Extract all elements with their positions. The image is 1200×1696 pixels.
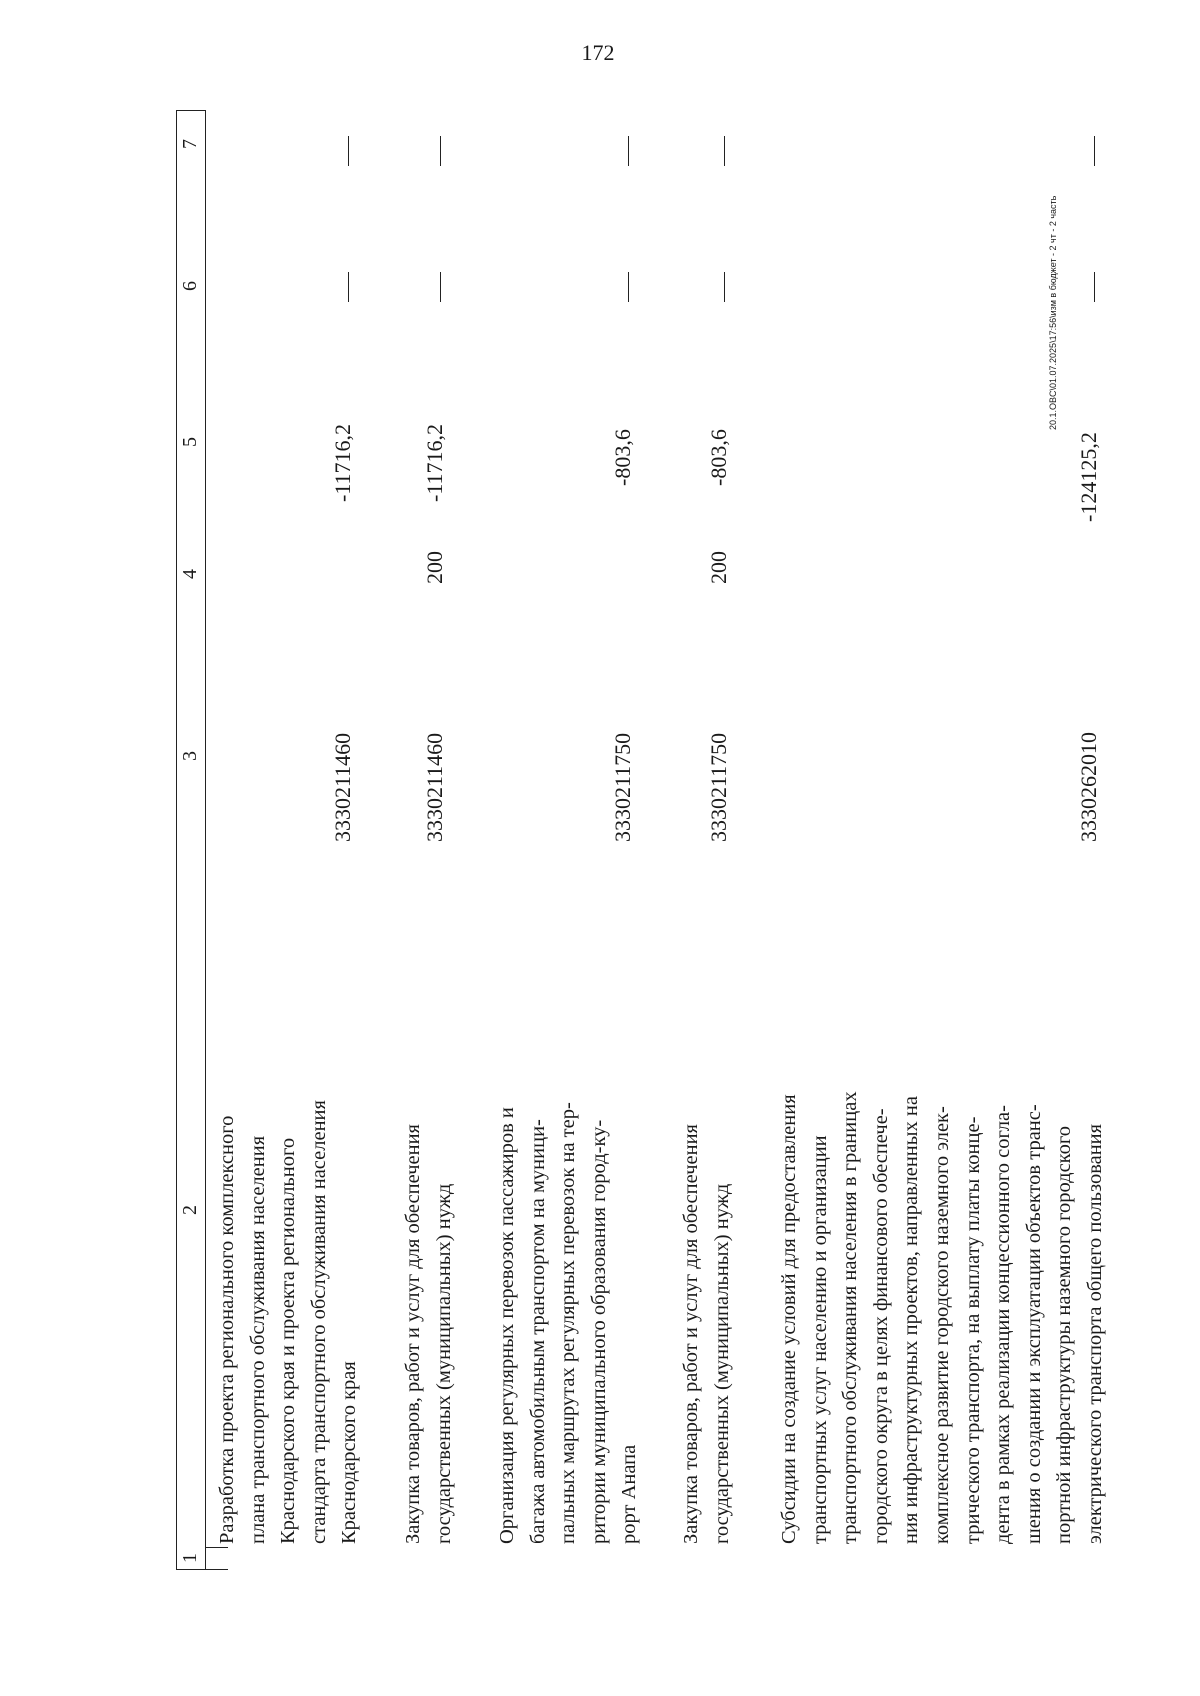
header-col-2: 2: [179, 1205, 201, 1215]
text-line: трического транспорта, на выплату платы конце-: [961, 1116, 984, 1544]
text-line: Закупка товаров, работ и услуг для обеспечения: [680, 1124, 702, 1544]
header-col-7: 7: [179, 139, 201, 149]
text-line: государственных (муниципальных) нужд: [710, 1183, 733, 1544]
table-header: [176, 110, 206, 1570]
text-line: рорт Анапа: [618, 1444, 641, 1544]
text-line: Субсидии на создание условий для предоставления: [778, 1094, 800, 1544]
row-4-col7-dash: [724, 136, 725, 166]
text-line: комплексное развитие городского наземного элек-: [930, 1106, 953, 1544]
header-col-1: 1: [179, 1553, 201, 1563]
row-4-code: 3330211750: [706, 732, 731, 842]
row-2-description: [398, 854, 459, 1544]
budget-table-rotated: [176, 110, 1156, 1570]
row-1-amount: -11716,2: [330, 423, 355, 502]
header-col-5: 5: [179, 437, 201, 447]
column-1-border: [206, 1569, 228, 1570]
row-3-col6-dash: [628, 272, 629, 302]
row-5-col6-dash: [1094, 272, 1095, 302]
page-number: 172: [581, 40, 615, 65]
row-5-amount: -124125,2: [1076, 432, 1101, 522]
header-col-6: 6: [179, 281, 201, 291]
row-2-code: 3330211460: [422, 732, 447, 842]
row-3-col7-dash: [628, 136, 629, 166]
row-5-col7-dash: [1094, 136, 1095, 166]
text-line: транспортного обслуживания населения в границах: [839, 1091, 862, 1544]
text-line: Закупка товаров, работ и услуг для обеспечения: [402, 1124, 424, 1544]
text-line: Организация регулярных перевозок пассажиров и: [496, 1107, 518, 1544]
text-line: портной инфраструктуры наземного городского: [1053, 1126, 1076, 1544]
text-line: ния инфраструктурных проектов, направленных на: [900, 1096, 923, 1544]
row-1-col6-dash: [348, 272, 349, 302]
row-1-code: 3330211460: [330, 732, 355, 842]
text-line: государственных (муниципальных) нужд: [432, 1183, 455, 1544]
text-line: ритории муниципального образования город-ку-: [587, 1119, 610, 1544]
text-line: плана транспортного обслуживания населения: [246, 1135, 269, 1544]
row-4-col6-dash: [724, 272, 725, 302]
row-4-amount: -803,6: [706, 429, 731, 486]
row-2-amount: -11716,2: [422, 423, 447, 502]
text-line: электрического транспорта общего пользования: [1083, 1123, 1106, 1544]
text-line: пальных маршрутах регулярных перевозок на тер-: [557, 1102, 580, 1544]
text-line: дента в рамках реализации концессионного согла-: [992, 1105, 1015, 1544]
row-5-code: 3330262010: [1076, 732, 1101, 842]
row-3-description: [492, 854, 645, 1544]
row-2-col7-dash: [440, 136, 441, 166]
column-1-border-right: [206, 1547, 228, 1548]
row-1-description: [212, 854, 365, 1544]
text-line: Краснодарского края: [338, 1361, 361, 1544]
footer-text: 20.1.OBC\01.07.2025\17:56\изм в бюджет - 2 чт - 2 часть: [1048, 195, 1058, 430]
row-1-col7-dash: [348, 136, 349, 166]
row-4-kvr: 200: [706, 551, 731, 584]
row-3-code: 3330211750: [610, 732, 635, 842]
row-2-kvr: 200: [422, 551, 447, 584]
text-line: стандарта транспортного обслуживания населения: [307, 1100, 330, 1544]
budget-table: [176, 110, 1156, 1570]
row-5-description: [774, 854, 1111, 1544]
row-2-col6-dash: [440, 272, 441, 302]
text-line: городского округа в целях финансового обеспече-: [869, 1108, 892, 1544]
text-line: Разработка проекта регионального комплексного: [216, 1115, 238, 1544]
text-line: транспортных услуг населению и организации: [808, 1135, 831, 1544]
text-line: багажа автомобильным транспортом на муници-: [526, 1119, 549, 1544]
text-line: Краснодарского края и проекта регионального: [277, 1137, 300, 1544]
row-4-description: [676, 854, 737, 1544]
header-col-3: 3: [179, 751, 201, 761]
text-line: шения о создании и эксплуатации объектов транс-: [1022, 1104, 1045, 1544]
header-col-4: 4: [179, 569, 201, 579]
row-3-amount: -803,6: [610, 429, 635, 486]
